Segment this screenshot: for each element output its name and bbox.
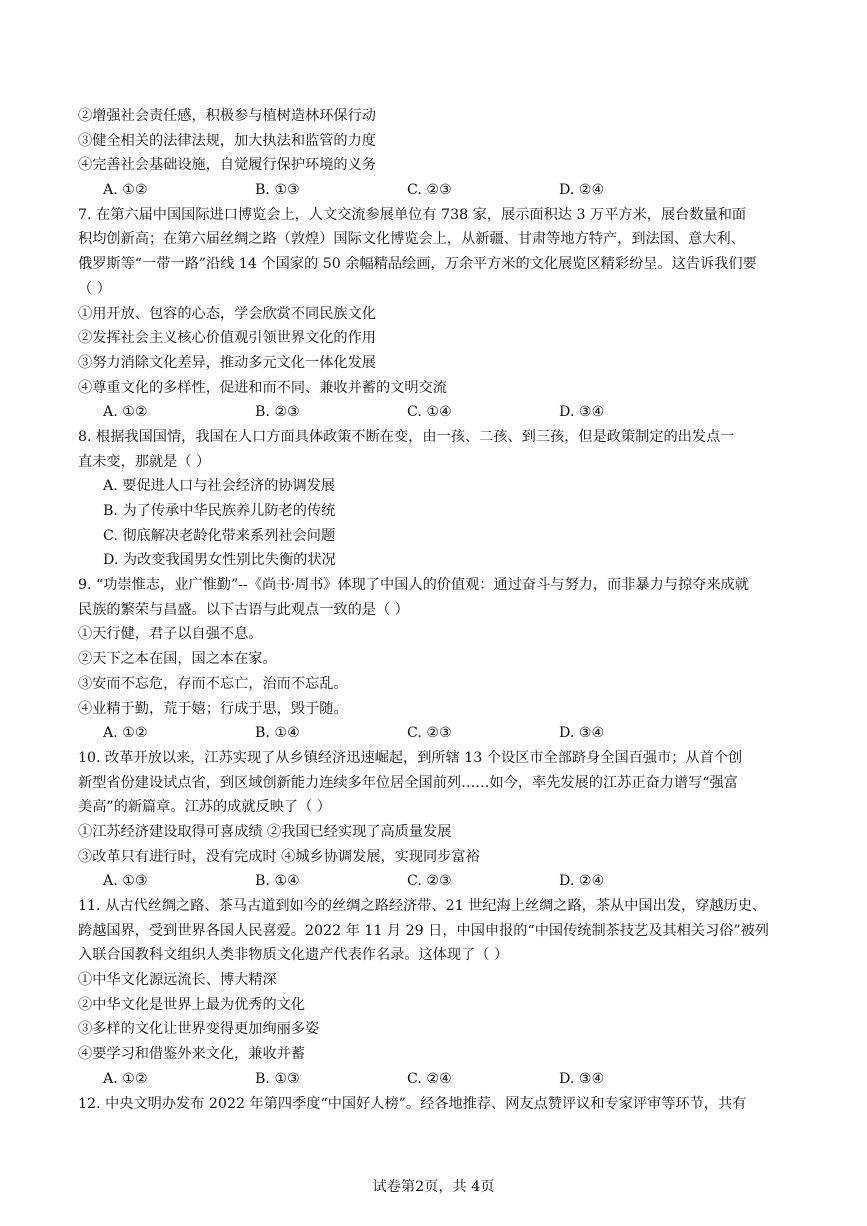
answer-option: D. ②④ (559, 182, 605, 199)
text-line: 9. “功崇惟志，业广惟勤”--《尚书·周书》体现了中国人的价值观：通过奋斗与努力，而非暴力与掠夺来成就 (78, 577, 749, 594)
answer-option: C. ②③ (407, 182, 452, 199)
choice-option-line: A. 要促进人口与社会经济的协调发展 (103, 478, 336, 495)
text-line: ②发挥社会主义核心价值观引领世界文化的作用 (78, 330, 376, 347)
text-line: ②天下之本在国，国之本在家。 (78, 651, 277, 668)
text-line: 积均创新高；在第六届丝绸之路（敦煌）国际文化博览会上，从新疆、甘肃等地方特产，到法国、意大利、 (78, 231, 745, 248)
choice-option-line: C. 彻底解决老龄化带来系列社会问题 (103, 527, 336, 544)
answer-options-row (78, 178, 798, 203)
answer-option: B. ①③ (255, 182, 300, 199)
answer-option: B. ②③ (255, 404, 300, 421)
text-line: （ ） (78, 280, 111, 297)
text-line: ③改革只有进行时，没有完成时 ④城乡协调发展，实现同步富裕 (78, 848, 480, 865)
text-line: ④尊重文化的多样性，促进和而不同、兼收并蓄的文明交流 (78, 379, 447, 396)
text-line: ①中华文化源远流长、博大精深 (78, 972, 277, 989)
page-content (78, 104, 798, 1116)
answer-options-row (78, 721, 798, 746)
answer-option: B. ①④ (255, 725, 300, 742)
answer-option: D. ③④ (559, 725, 605, 742)
text-line: 直未变，那就是（ ） (78, 453, 211, 470)
text-line: 入联合国教科文组织人类非物质文化遗产代表作名录。这体现了（ ） (78, 947, 509, 964)
text-line: ④要学习和借鉴外来文化，兼收并蓄 (78, 1046, 306, 1063)
answer-option: A. ①② (103, 182, 148, 199)
answer-option: B. ①③ (255, 1070, 300, 1087)
choice-option-line: D. 为改变我国男女性别比失衡的状况 (103, 552, 336, 569)
answer-option: D. ③④ (559, 1070, 605, 1087)
answer-option: D. ③④ (559, 404, 605, 421)
text-line: ③多样的文化让世界变得更加绚丽多姿 (78, 1021, 320, 1038)
answer-option: C. ②③ (407, 725, 452, 742)
answer-options-row (78, 869, 798, 894)
answer-option: C. ②③ (407, 873, 452, 890)
text-line: ①天行健，君子以自强不息。 (78, 626, 263, 643)
text-line: ②增强社会责任感，积极参与植树造林环保行动 (78, 108, 376, 124)
answer-options-row (78, 1067, 798, 1092)
text-line: ②中华文化是世界上最为优秀的文化 (78, 996, 306, 1013)
text-line: 跨越国界，受到世界各国人民喜爱。2022 年 11 月 29 日，中国申报的“中国传统制茶技艺及其相关习俗”被列 (78, 922, 769, 939)
text-line: 新型省份建设试点省，到区域创新能力连续多年位居全国前列……如今，率先发展的江苏正奋力谱写“强富 (78, 774, 738, 791)
text-line: 美高”的新篇章。江苏的成就反映了（ ） (78, 799, 331, 816)
answer-option: B. ①④ (255, 873, 300, 890)
text-line: ①江苏经济建设取得可喜成绩 ②我国已经实现了高质量发展 (78, 823, 452, 840)
text-line: 俄罗斯等“一带一路”沿线 14 个国家的 50 余幅精品绘画，万余平方米的文化展览区精彩纷呈。这告诉我们要 (78, 256, 757, 273)
text-line: ③努力消除文化差异，推动多元文化一体化发展 (78, 354, 376, 371)
text-line: 12. 中央文明办发布 2022 年第四季度“中国好人榜”。经各地推荐、网友点赞评议和专家评审等环节，共有 (78, 1095, 747, 1112)
text-line: 7. 在第六届中国国际进口博览会上，人文交流参展单位有 738 家，展示面积达 3 万平方米，展台数量和面 (78, 206, 747, 223)
answer-option: A. ①② (103, 725, 148, 742)
text-line: 民族的繁荣与昌盛。以下古语与此观点一致的是（ ） (78, 601, 409, 618)
text-line: 11. 从古代丝绸之路、茶马古道到如今的丝绸之路经济带、21 世纪海上丝绸之路，茶从中国出发，穿越历史、 (78, 898, 767, 914)
text-line: 10. 改革开放以来，江苏实现了从乡镇经济迅速崛起，到所辖 13 个设区市全部跻身全国百强市；从首个创 (78, 749, 743, 766)
answer-option: A. ①② (103, 404, 148, 421)
answer-option: A. ①② (103, 1070, 148, 1087)
answer-option: A. ①③ (103, 873, 148, 890)
text-line: ③安而不忘危，存而不忘亡，治而不忘乱。 (78, 675, 348, 692)
page-footer: 试卷第2页，共 4页 (372, 1179, 495, 1195)
answer-option: D. ②④ (559, 873, 605, 890)
text-line: ③健全相关的法律法规，加大执法和监管的力度 (78, 132, 376, 149)
answer-option: C. ①④ (407, 404, 452, 421)
answer-options-row (78, 400, 798, 425)
text-line: 8. 根据我国国情，我国在人口方面具体政策不断在变，由一孩、二孩、到三孩，但是政策制定的出发点一 (78, 428, 735, 445)
choice-option-line: B. 为了传承中华民族养儿防老的传统 (103, 503, 336, 519)
answer-option: C. ②④ (407, 1070, 452, 1087)
text-line: ①用开放、包容的心态，学会欣赏不同民族文化 (78, 305, 376, 322)
text-line: ④完善社会基础设施，自觉履行保护环境的义务 (78, 157, 376, 174)
text-line: ④业精于勤，荒于嬉；行成于思，毁于随。 (78, 700, 348, 717)
